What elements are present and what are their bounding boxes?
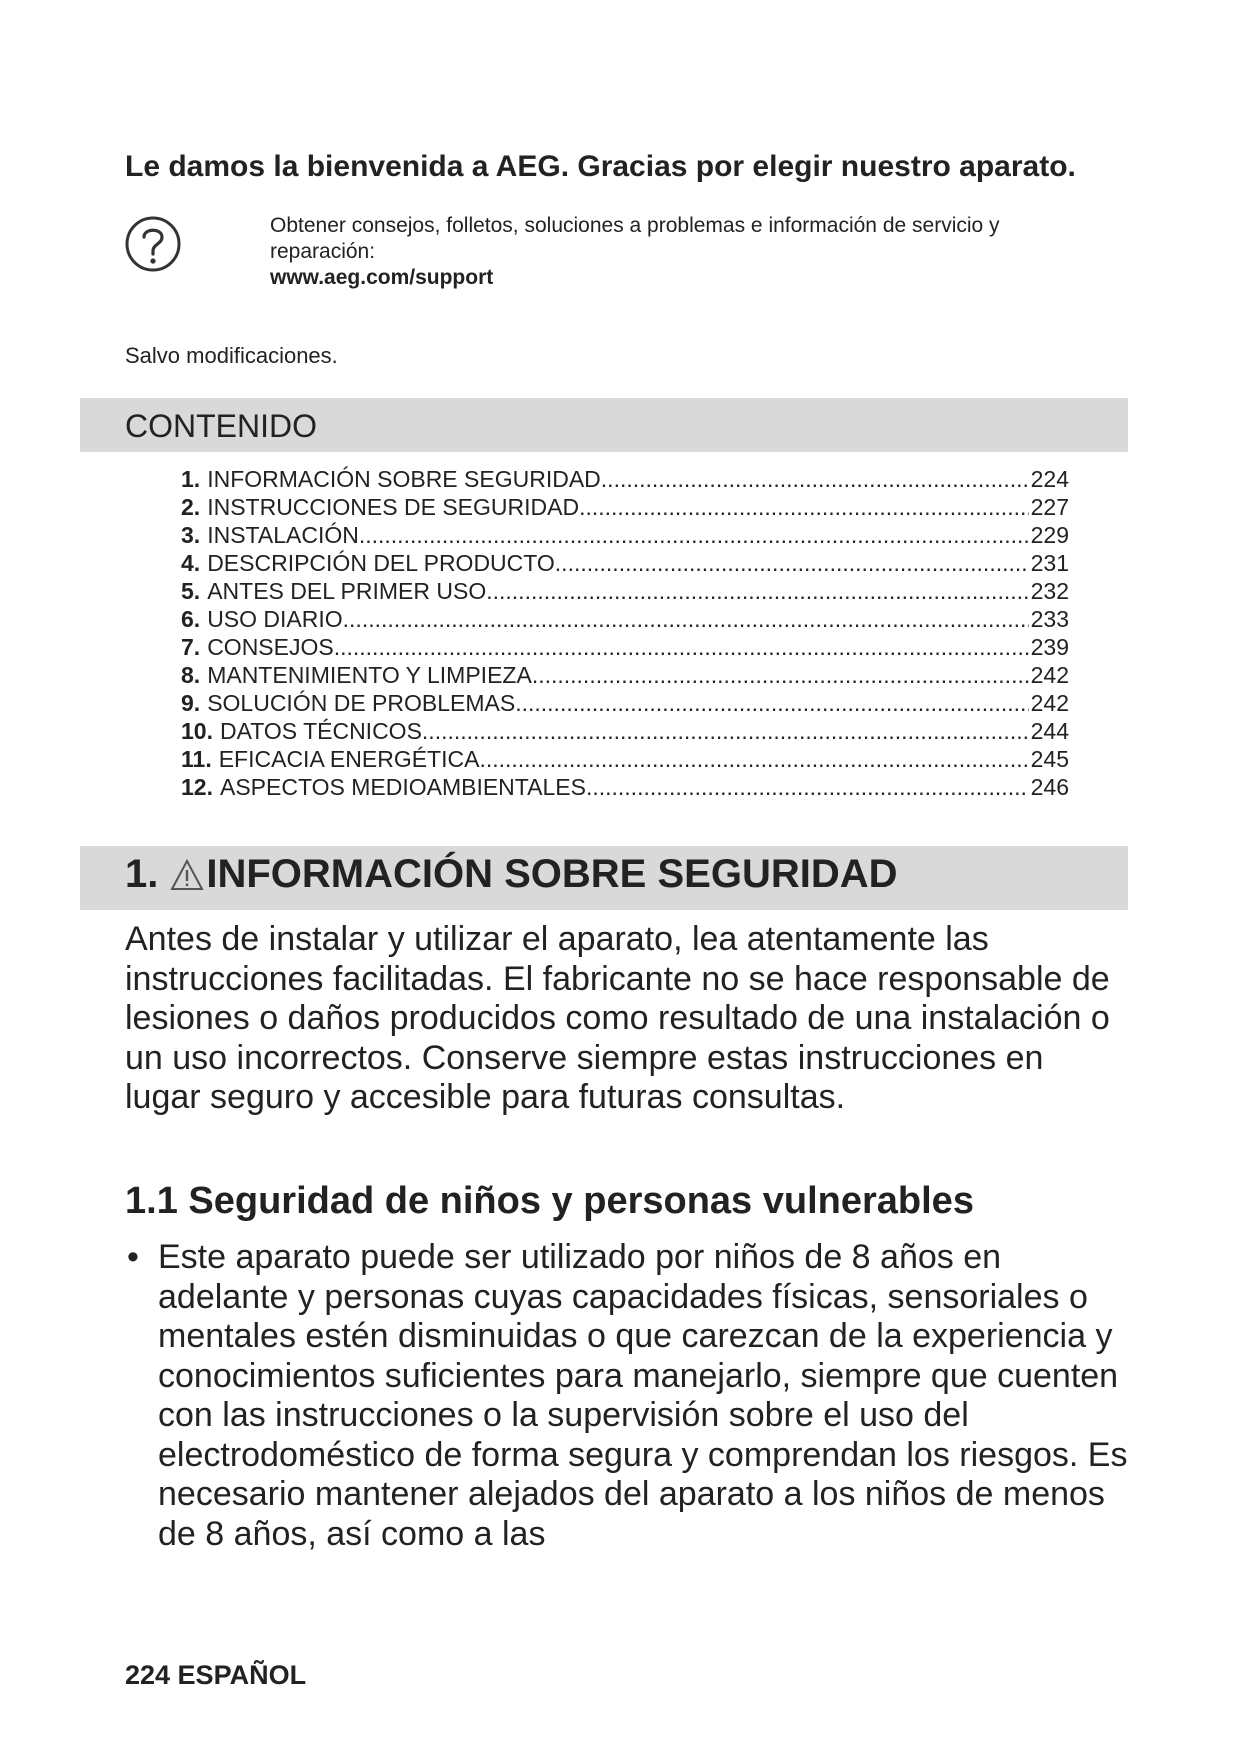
toc-item-page: 232 <box>1030 578 1069 604</box>
toc-leader <box>334 633 1029 661</box>
intro-paragraph: Antes de instalar y utilizar el aparato, lea atentamente las instrucciones facilitadas. El fabricante no se hace responsable de lesiones o daños producidos como resultado de una instalación o un uso incorrectos. Conserve siempre estas instrucciones en lugar seguro y accesible para futuras consultas. <box>125 920 1110 1116</box>
bullet-text: Este aparato puede ser utilizado por niños de 8 años en adelante y personas cuyas capacidades físicas, sensoriales o mentales estén disminuidas o que carezcan de la experiencia y conocimientos suficientes para manejarlo, siempre que cuenten con las instrucciones o la supervisión sobre el uso del electrodoméstico de forma segura y comprendan los riesgos. Es necesario mantener alejados del aparato a los niños de menos de 8 años, así como a las <box>158 1238 1128 1553</box>
page-footer: 224 ESPAÑOL <box>125 1660 307 1690</box>
toc-leader <box>343 605 1029 633</box>
toc-leader <box>532 661 1029 689</box>
toc-item-page: 224 <box>1030 466 1069 492</box>
toc-item[interactable] <box>181 717 1069 745</box>
toc-item[interactable] <box>181 493 1069 521</box>
toc-item-page: 229 <box>1030 522 1069 548</box>
welcome-heading: Le damos la bienvenida a AEG. Gracias por elegir nuestro aparato. <box>125 150 1076 183</box>
toc-item[interactable] <box>181 689 1069 717</box>
toc-item-page: 239 <box>1030 634 1069 660</box>
toc-item[interactable] <box>181 521 1069 549</box>
toc-item-number: 7. <box>181 634 201 660</box>
support-text: Obtener consejos, folletos, soluciones a problemas e información de servicio y reparación: <box>270 214 1000 263</box>
toc-leader <box>486 577 1028 605</box>
toc-item-page: 245 <box>1030 746 1069 772</box>
toc-item-label: EFICACIA ENERGÉTICA <box>218 746 480 772</box>
toc-item-number: 8. <box>181 662 201 688</box>
toc-item-page: 233 <box>1030 606 1069 632</box>
toc-item-page: 231 <box>1030 550 1069 576</box>
toc-item-label: ASPECTOS MEDIOAMBIENTALES <box>219 774 586 800</box>
toc-leader <box>579 493 1029 521</box>
toc-item-label: USO DIARIO <box>207 606 343 632</box>
toc-item-label: MANTENIMIENTO Y LIMPIEZA <box>207 662 532 688</box>
toc-item[interactable] <box>181 465 1069 493</box>
question-circle-icon <box>124 215 182 273</box>
toc-leader <box>359 521 1029 549</box>
table-of-contents <box>181 465 1069 801</box>
toc-item[interactable] <box>181 577 1069 605</box>
toc-item-number: 1. <box>181 466 201 492</box>
toc-item-label: SOLUCIÓN DE PROBLEMAS <box>207 690 516 716</box>
toc-item[interactable] <box>181 661 1069 689</box>
toc-item-label: ANTES DEL PRIMER USO <box>207 578 487 604</box>
toc-item-page: 246 <box>1030 774 1069 800</box>
toc-item[interactable] <box>181 549 1069 577</box>
warning-triangle-icon <box>170 859 204 891</box>
support-link[interactable]: www.aeg.com/support <box>270 266 494 289</box>
toc-item-label: DATOS TÉCNICOS <box>219 718 422 744</box>
bullet-item <box>125 1238 1130 1554</box>
contents-title: CONTENIDO <box>125 408 317 444</box>
toc-item-label: INFORMACIÓN SOBRE SEGURIDAD <box>207 466 601 492</box>
toc-item[interactable] <box>181 605 1069 633</box>
toc-item[interactable] <box>181 633 1069 661</box>
toc-item-number: 12. <box>181 774 213 800</box>
toc-leader <box>479 745 1028 773</box>
toc-leader <box>515 689 1028 717</box>
toc-item-number: 6. <box>181 606 201 632</box>
toc-item-page: 242 <box>1030 662 1069 688</box>
toc-item-page: 227 <box>1030 494 1069 520</box>
toc-item-number: 10. <box>181 718 213 744</box>
subsection-title: 1.1 Seguridad de niños y personas vulnerables <box>125 1180 974 1222</box>
section-title-text: INFORMACIÓN SOBRE SEGURIDAD <box>206 852 898 896</box>
toc-leader <box>586 773 1029 801</box>
toc-item-label: DESCRIPCIÓN DEL PRODUCTO <box>207 550 555 576</box>
toc-item-number: 9. <box>181 690 201 716</box>
toc-item-number: 2. <box>181 494 201 520</box>
toc-item-page: 244 <box>1030 718 1069 744</box>
toc-leader <box>555 549 1029 577</box>
section-number: 1. <box>125 852 159 896</box>
toc-item[interactable] <box>181 745 1069 773</box>
support-info <box>270 213 1090 291</box>
toc-item-number: 11. <box>181 746 212 772</box>
toc-item-label: CONSEJOS <box>207 634 334 660</box>
toc-leader <box>601 465 1029 493</box>
toc-item-number: 5. <box>181 578 201 604</box>
bullet-mark: • <box>127 1238 139 1276</box>
toc-item-number: 3. <box>181 522 201 548</box>
toc-item-label: INSTALACIÓN <box>207 522 359 548</box>
toc-item[interactable] <box>181 773 1069 801</box>
toc-leader <box>422 717 1029 745</box>
section-title <box>125 852 898 897</box>
toc-item-page: 242 <box>1030 690 1069 716</box>
toc-item-number: 4. <box>181 550 201 576</box>
toc-item-label: INSTRUCCIONES DE SEGURIDAD <box>207 494 580 520</box>
notice-text: Salvo modificaciones. <box>125 343 338 368</box>
